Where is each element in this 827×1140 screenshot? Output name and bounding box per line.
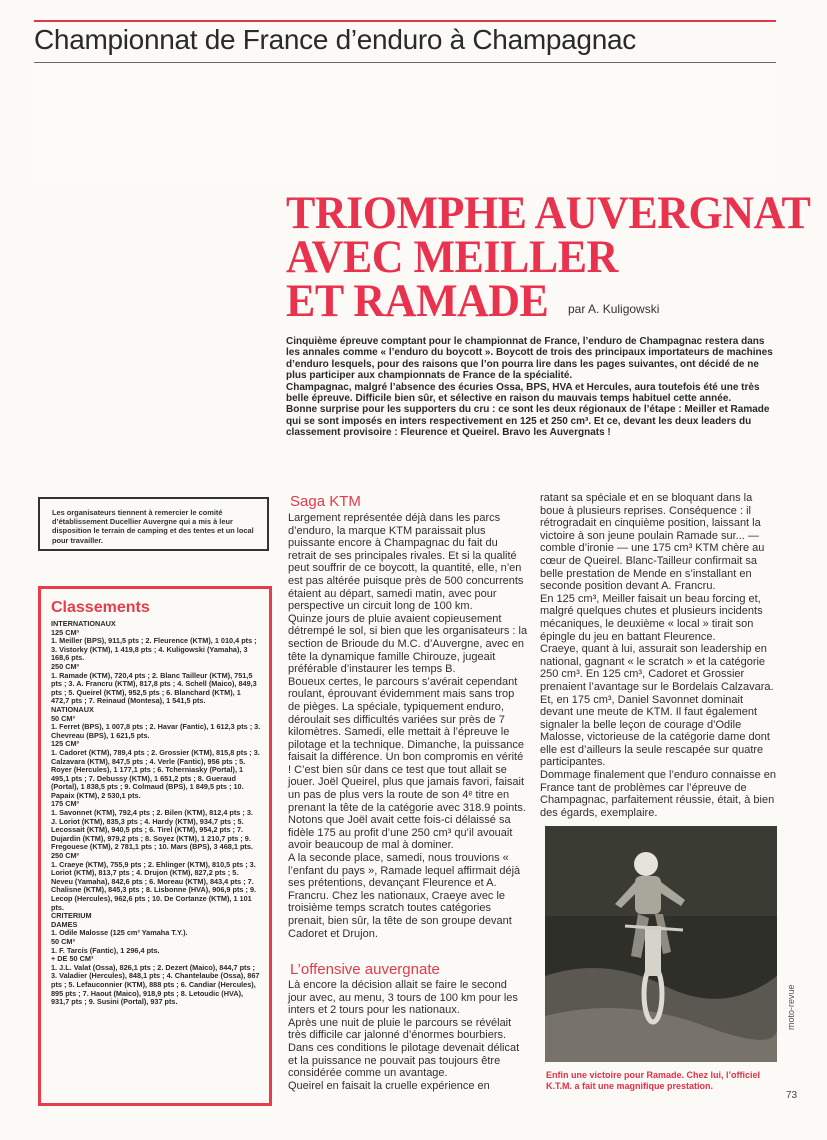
classements-list <box>51 620 261 1007</box>
body-paragraph: ratant sa spéciale et en se bloquant dans la boue à plusieurs reprises. Conséquence : il rétrogradait en cinquième position, laissant la victoire à son jeune poulain Ramade sur... — comble d’ironie — une 175 cm³ KTM chère au cœur de Queirel. Blanc-Tailleur confirmait sa belle prestation de Mende en s’installant en seconde position devant A. Francru. <box>540 492 765 593</box>
classement-results: 1. Meiller (BPS), 911,5 pts ; 2. Fleurence (KTM), 1 010,4 pts ; 3. Vistorky (KTM), 1 419,8 pts ; 4. Kuligowski (Yamaha), 3 168,6 pts. <box>51 636 257 663</box>
body-paragraph: Largement représentée déjà dans les parcs d’enduro, la marque KTM paraissait plus puissante encore à Champagnac du fait du retrait de ses principales rivales. Et si la qualité peut souffrir de ce boycott, la quantité, elle, n’en est pas altérée puisque près de 500 concurrents étaient au départ, samedi matin, avec pour perspective un circuit long de 100 km. <box>288 512 524 613</box>
column-2 <box>288 512 528 940</box>
classement-results: 1. F. Tarcis (Fantic), 1 296,4 pts. <box>51 945 160 955</box>
header-rule <box>34 20 776 22</box>
intro-paragraph: Champagnac, malgré l’absence des écuries Ossa, BPS, HVA et Hercules, aura toutefois été une très belle épreuve. Difficile bien sûr, et sélective en raison du mauvais temps habituel cette année. <box>286 381 760 405</box>
classement-category-label: DAMES <box>51 919 78 929</box>
motorcycle-rider-image <box>545 826 777 1062</box>
byline: par A. Kuligowski <box>568 302 660 316</box>
classement-results: 1. Cadoret (KTM), 789,4 pts ; 2. Grossier (KTM), 815,8 pts ; 3. Calzavara (KTM), 847,5 pts ; 4. Verle (Fantic), 956 pts ; 5. Royer (Hercules), 1 177,1 pts ; 6. Tcherniasky (Portal), 1 495,1 pts ; 7. Debussy (KTM), 1 651,2 pts ; 8. Gueraud (Portal), 1 838,5 pts ; 9. Colmaud (BPS), 1 849,5 pts ; 10. Papaix (KTM), 2 530,1 pts. <box>51 747 260 800</box>
classement-category-label: 125 CM³ <box>51 739 79 749</box>
classement-category-label: NATIONAUX <box>51 704 94 714</box>
page-number: 73 <box>786 1090 798 1101</box>
classement-results: 1. Craeye (KTM), 755,9 pts ; 2. Ehlinger (KTM), 810,5 pts ; 3. Loriot (KTM), 813,7 pts ; 4. Drujon (KTM), 827,2 pts ; 5. Neveu (Yamaha), 842,6 pts ; 6. Moreau (KTM), 843,4 pts ; 7. Chalisne (KTM), 845,3 pts ; 8. Lisbonne (HVA), 906,9 pts ; 9. Lecop (Hercules), 962,6 pts ; 10. De Cortanze (KTM), 1 101 pts. <box>51 859 257 912</box>
column-3 <box>540 492 778 819</box>
classement-results: 1. J.L. Valat (Ossa), 826,1 pts ; 2. Dezert (Maico), 844,7 pts ; 3. Valadier (Hercules), 848,1 pts ; 4. Chantelaube (Ossa), 867 pts ; 5. Lefauconnier (KTM), 888 pts ; 6. Candiar (Hercules), 895 pts ; 7. Haout (Maico), 918,9 pts ; 8. Letoudic (HVA), 931,7 pts ; 9. Susini (Portal), 937 pts. <box>51 962 260 1007</box>
headline-line-3: ET RAMADE <box>286 274 549 327</box>
rider-photo <box>545 826 777 1062</box>
body-paragraph: Queirel en faisait la cruelle expérience en <box>288 1079 490 1092</box>
body-paragraph: En 125 cm³, Meiller faisait un beau forcing et, malgré quelques chutes et plusieurs incidents mécaniques, le deuxième « local » tirait son épingle du jeu en battant Fleurence. <box>540 592 763 643</box>
classement-results: 1. Odile Malosse (125 cm³ Yamaha T.Y.). <box>51 928 188 938</box>
magazine-name: moto-revue <box>786 984 796 1030</box>
page-header-title: Championnat de France d’enduro à Champagnac <box>34 24 636 55</box>
faded-background-area <box>34 66 776 186</box>
headline-line-2: AVEC MEILLER <box>286 230 618 283</box>
intro-paragraphs <box>286 336 781 439</box>
classement-results: 1. Savonnet (KTM), 792,4 pts ; 2. Bilen (KTM), 812,4 pts ; 3. J. Loriot (KTM), 835,3 pts ; 4. Hardy (KTM), 934,7 pts ; 5. Lecossait (KTM), 940,5 pts ; 6. Tirel (KTM), 954,2 pts ; 7. Dujardin (KTM), 979,2 pts ; 8. Soyez (KTM), 1 210,7 pts ; 9. Fregouese (KTM), 2 781,1 pts ; 10. Mars (BPS), 3 468,1 pts. <box>51 808 253 852</box>
classement-category-label: + DE 50 CM³ <box>51 954 94 964</box>
intro-paragraph: Bonne surprise pour les supporters du cru : ce sont les deux régionaux de l’étape : Meiller et Ramade qui se sont imposés en inters respectivement en 125 et 250 cm³. Et ce, devant les deux leaders du classement provisoire : Fleurence et Queirel. Bravo les Auvergnats ! <box>286 404 770 439</box>
body-paragraph: A la seconde place, samedi, nous trouvions « l’enfant du pays », Ramade lequel affirmait déjà ses prétentions, devançant Fleurence et A. Francru. Chez les nationaux, Craeye avec le troisième temps scratch toutes catégories prenait, bien sûr, la tête de son groupe devant Cadoret et Drujon. <box>288 852 521 940</box>
classement-category-label: 50 CM³ <box>51 713 75 723</box>
header-underline <box>34 62 776 63</box>
classement-category-label: INTERNATIONAUX <box>51 619 116 628</box>
classement-results: 1. Ramade (KTM), 720,4 pts ; 2. Blanc Tailleur (KTM), 751,5 pts ; 3. A. Francru (KTM), 817,8 pts ; 4. Schell (Maico), 849,3 pts ; 5. Queirel (KTM), 952,5 pts ; 6. Blanchard (KTM), 1 472,7 pts ; 7. Reinaud (Montesa), 1 541,5 pts. <box>51 670 257 706</box>
classement-category-label: 250 CM³ <box>51 851 79 861</box>
classement-category-label: 250 CM³ <box>51 661 79 671</box>
classements-title: Classements <box>51 599 150 616</box>
intro-paragraph: Cinquième épreuve comptant pour le championnat de France, l’enduro de Champagnac restera dans les annales comme « l’enduro du boycott ». Boycott de trois des principaux importateurs de machines d’enduro lesquels, pour des raisons que l’on pourra lire dans les pages suivantes, ont décidé de ne plus participer aux championnats de France de la spécialité. <box>286 336 773 382</box>
section-title-offensive: L’offensive auvergnate <box>290 961 440 978</box>
classements-box <box>38 586 272 1106</box>
classement-category-label: 125 CM³ <box>51 627 79 637</box>
headline <box>286 186 811 327</box>
classement-category-label: CRITERIUM <box>51 911 92 921</box>
classement-category-label: 175 CM³ <box>51 799 79 809</box>
body-paragraph: Craeye, quant à lui, assurait son leadership en national, gagnant « le scratch » et la catégorie 250 cm³. En 125 cm³, Cadoret et Grossier prenaient l’avantage sur le Bordelais Calzavara. Et, en 175 cm³, Daniel Savonnet dominait devant une meute de KTM. Il faut également signaler la belle leçon de courage d’Odile Malosse, victorieuse de la catégorie dame dont elle est d’ailleurs la seule rescapée sur quatre participantes. <box>540 643 774 769</box>
body-paragraph: Là encore la décision allait se faire le second jour avec, au menu, 3 tours de 100 km pour les inters et 2 tours pour les nationaux. <box>288 979 518 1017</box>
body-paragraph: Quinze jours de pluie avaient copieusement détrempé le sol, si bien que les organisateurs : la section de Brioude du M.C. d’Auvergne, avec en tête la dynamique famille Chirouze, jugeait préférable d’instaurer les temps B. <box>288 612 528 676</box>
thanks-box: Les organisateurs tiennent à remercier le comité d’établissement Ducellier Auvergne qui a mis à leur disposition le terrain de camping et des tentes et un local pour travailler. <box>38 497 269 551</box>
photo-caption: Enfin une victoire pour Ramade. Chez lui, l’officiel K.T.M. a fait une magnifique prestation. <box>546 1070 761 1091</box>
headline-line-1: TRIOMPHE AUVERGNAT <box>286 186 811 239</box>
classement-category-label: 50 CM³ <box>51 936 75 946</box>
classement-results: 1. Ferret (BPS), 1 007,8 pts ; 2. Havar (Fantic), 1 612,3 pts ; 3. Chevreau (BPS), 1 621,5 pts. <box>51 722 261 740</box>
body-paragraph: Boueux certes, le parcours s’avérait cependant roulant, éprouvant évidemment mais sans trop de pièges. La spéciale, typiquement enduro, déroulait ses difficultés variées sur près de 7 kilomètres. Samedi, elle mettait à l’épreuve le pilotage et la technique. Dimanche, la puissance faisait la différence. Un bon compromis en vérité ! C’est bien sûr dans ce test que tout allait se jouer. Joël Queirel, plus que jamais favori, faisait un pas de plus vers la route de son 4ᵉ titre en prenant la tête de la catégorie avec 318.9 points. Notons que Joël avait cette fois-ci délaissé sa fidèle 175 au profit d’une 250 cm³ qu’il avouait avoir beaucoup de mal à dominer. <box>288 675 526 852</box>
body-paragraph: Après une nuit de pluie le parcours se révélait très difficile car jalonné d’énormes bourbiers. Dans ces conditions le pilotage devenait délicat et la puissance ne pouvait pas toujours être considérée comme un avantage. <box>288 1016 520 1080</box>
body-paragraph: Dommage finalement que l’enduro connaisse en France tant de problèmes car l’épreuve de Champagnac, parfaitement réussie, était, à bien des égards, exemplaire. <box>540 769 777 819</box>
section-title-saga-ktm: Saga KTM <box>290 493 361 510</box>
column-2-continued <box>288 979 528 1092</box>
